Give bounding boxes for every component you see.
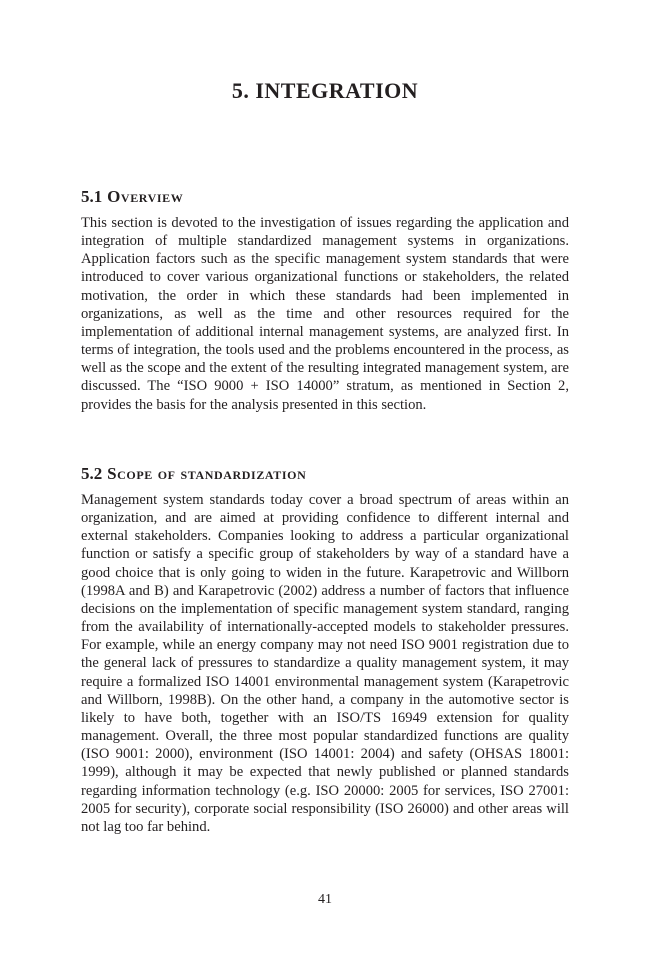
section-number: 5.2 (81, 464, 103, 483)
section-heading-overview (81, 187, 183, 207)
section-title: Scope of standardization (107, 464, 307, 483)
section-title: Overview (107, 187, 184, 206)
section-body-scope: Management system standards today cover a broad spectrum of areas within an organization, and are aimed at providing confidence to different internal and external stakeholders. Companies looking to address a particular organizational function or satisfy a specific group of stakeholders by way of a standard have a good choice that is only going to widen in the future. Karapetrovic and Willborn (1998A and B) and Karapetrovic (2002) address a number of factors that influence decisions on the implementation of specific management system standard, ranging from the availability of internationally-accepted models to stakeholder pressures. For example, while an energy company may not need ISO 9001 registration due to the general lack of pressures to standardize a quality management system, it may require a formalized ISO 14001 environmental management system (Karapetrovic and Willborn, 1998B). On the other hand, a company in the automotive sector is likely to have both, together with an ISO/TS 16949 extension for quality management. Overall, the three most popular standardized functions are quality (ISO 9001: 2000), environment (ISO 14001: 2004) and safety (OHSAS 18001: 1999), although it may be expected that newly published or planned standards regarding information technology (e.g. ISO 20000: 2005 for services, ISO 27001: 2005 for security), corporate social responsibility (ISO 26000) and other areas will not lag too far behind. (81, 492, 569, 835)
section-heading-scope (81, 464, 306, 484)
chapter-title: 5. INTEGRATION (231, 78, 419, 103)
section-body-overview: This section is devoted to the investigation of issues regarding the application and integration of multiple standardized management systems in organizations. Application factors such as the specific management system standards that were introduced to cover various organizational functions or stakeholders, the related motivation, the order in which these standards had been implemented in organizations, as well as the time and other resources required for the implementation of additional internal management systems, are analyzed first. In terms of integration, the tools used and the problems encountered in the process, as well as the scope and the extent of the resulting integrated management system, are discussed. The “ISO 9000 + ISO 14000” stratum, as mentioned in Section 2, provides the basis for the analysis presented in this section. (81, 215, 569, 413)
section-number: 5.1 (81, 187, 103, 206)
page-number: 41 (318, 892, 332, 907)
